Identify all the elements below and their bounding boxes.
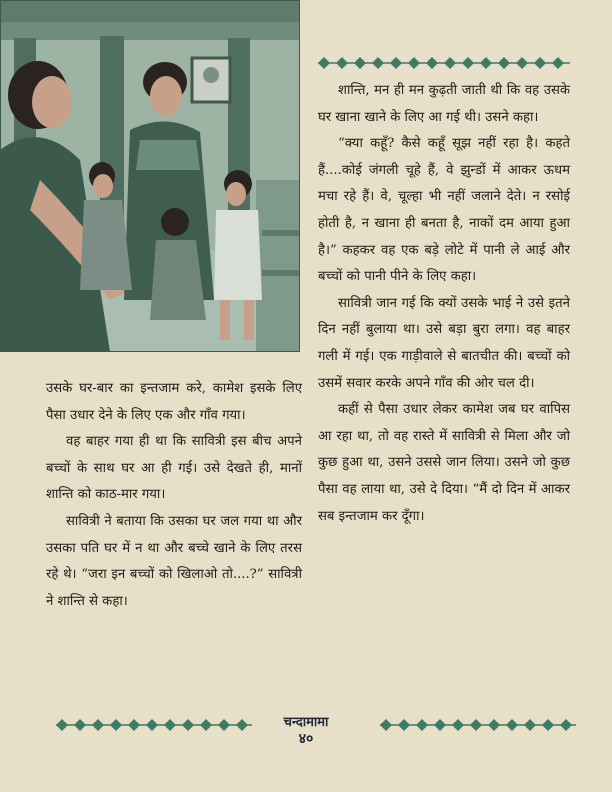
paragraph: सावित्री ने बताया कि उसका घर जल गया था और उसका पति घर में न था और बच्चे खाने के लिए तरस रहे थे। “जरा इन बच्चों को खिलाओ तो....?” सावित्री ने शान्ति से कहा। (46, 513, 302, 609)
footer-ornament-right (380, 718, 576, 732)
top-ornament (318, 56, 570, 70)
paragraph: उसके घर-बार का इन्तजाम करे, कामेश इसके लिए पैसा उधार देने के लिए एक और गाँव गया। (46, 381, 302, 423)
right-column (318, 78, 570, 530)
magazine-name: चन्दामामा (283, 715, 329, 730)
story-illustration (0, 0, 300, 352)
illustration-art (0, 0, 300, 352)
paragraph: वह बाहर गया ही था कि सावित्री इस बीच अपने बच्चों के साथ घर आ ही गई। उसे देखते ही, मानों शान्ति को काठ-मार गया। (46, 434, 302, 503)
paragraph: कहीं से पैसा उधार लेकर कामेश जब घर वापिस आ रहा था, तो वह रास्ते में सावित्री से मिला और जो कुछ हुआ था, उसने उससे जान लिया। उसने जो कुछ पैसा वह लाया था, उसे दे दिया। “मैं दो दिन में आकर सब इन्तजाम कर दूँगा। (318, 402, 570, 524)
paragraph: सावित्री जान गई कि क्यों उसके भाई ने उसे इतने दिन नहीं बुलाया था। उसे बड़ा बुरा लगा। वह बाहर गली में गई। एक गाड़ीवाले से बातचीत की। बच्चों को उसमें सवार करके अपने गाँव की ओर चल दी। (318, 295, 570, 391)
footer-ornament-left (56, 718, 252, 732)
paragraph: “क्या कहूँ? कैसे कहूँ सूझ नहीं रहा है। कहते हैं....कोई जंगली चूहे हैं, वे झुन्डों में आकर ऊधम मचा रहे हैं। वे, चूल्हा भी नहीं जलाने देते। न रसोई होती है, न खाना ही बनता है, नाकों दम आया हुआ है।” कहकर वह एक बड़े लोटे में पानी ले आई और बच्चों को पानी पीने के लिए कहा। (318, 136, 570, 285)
paragraph: शान्ति, मन ही मन कुढ़ती जाती थी कि वह उसके घर खाना खाने के लिए आ गई थी। उसने कहा। (318, 83, 570, 125)
left-column (46, 376, 302, 615)
page-number: ४० (298, 731, 314, 747)
